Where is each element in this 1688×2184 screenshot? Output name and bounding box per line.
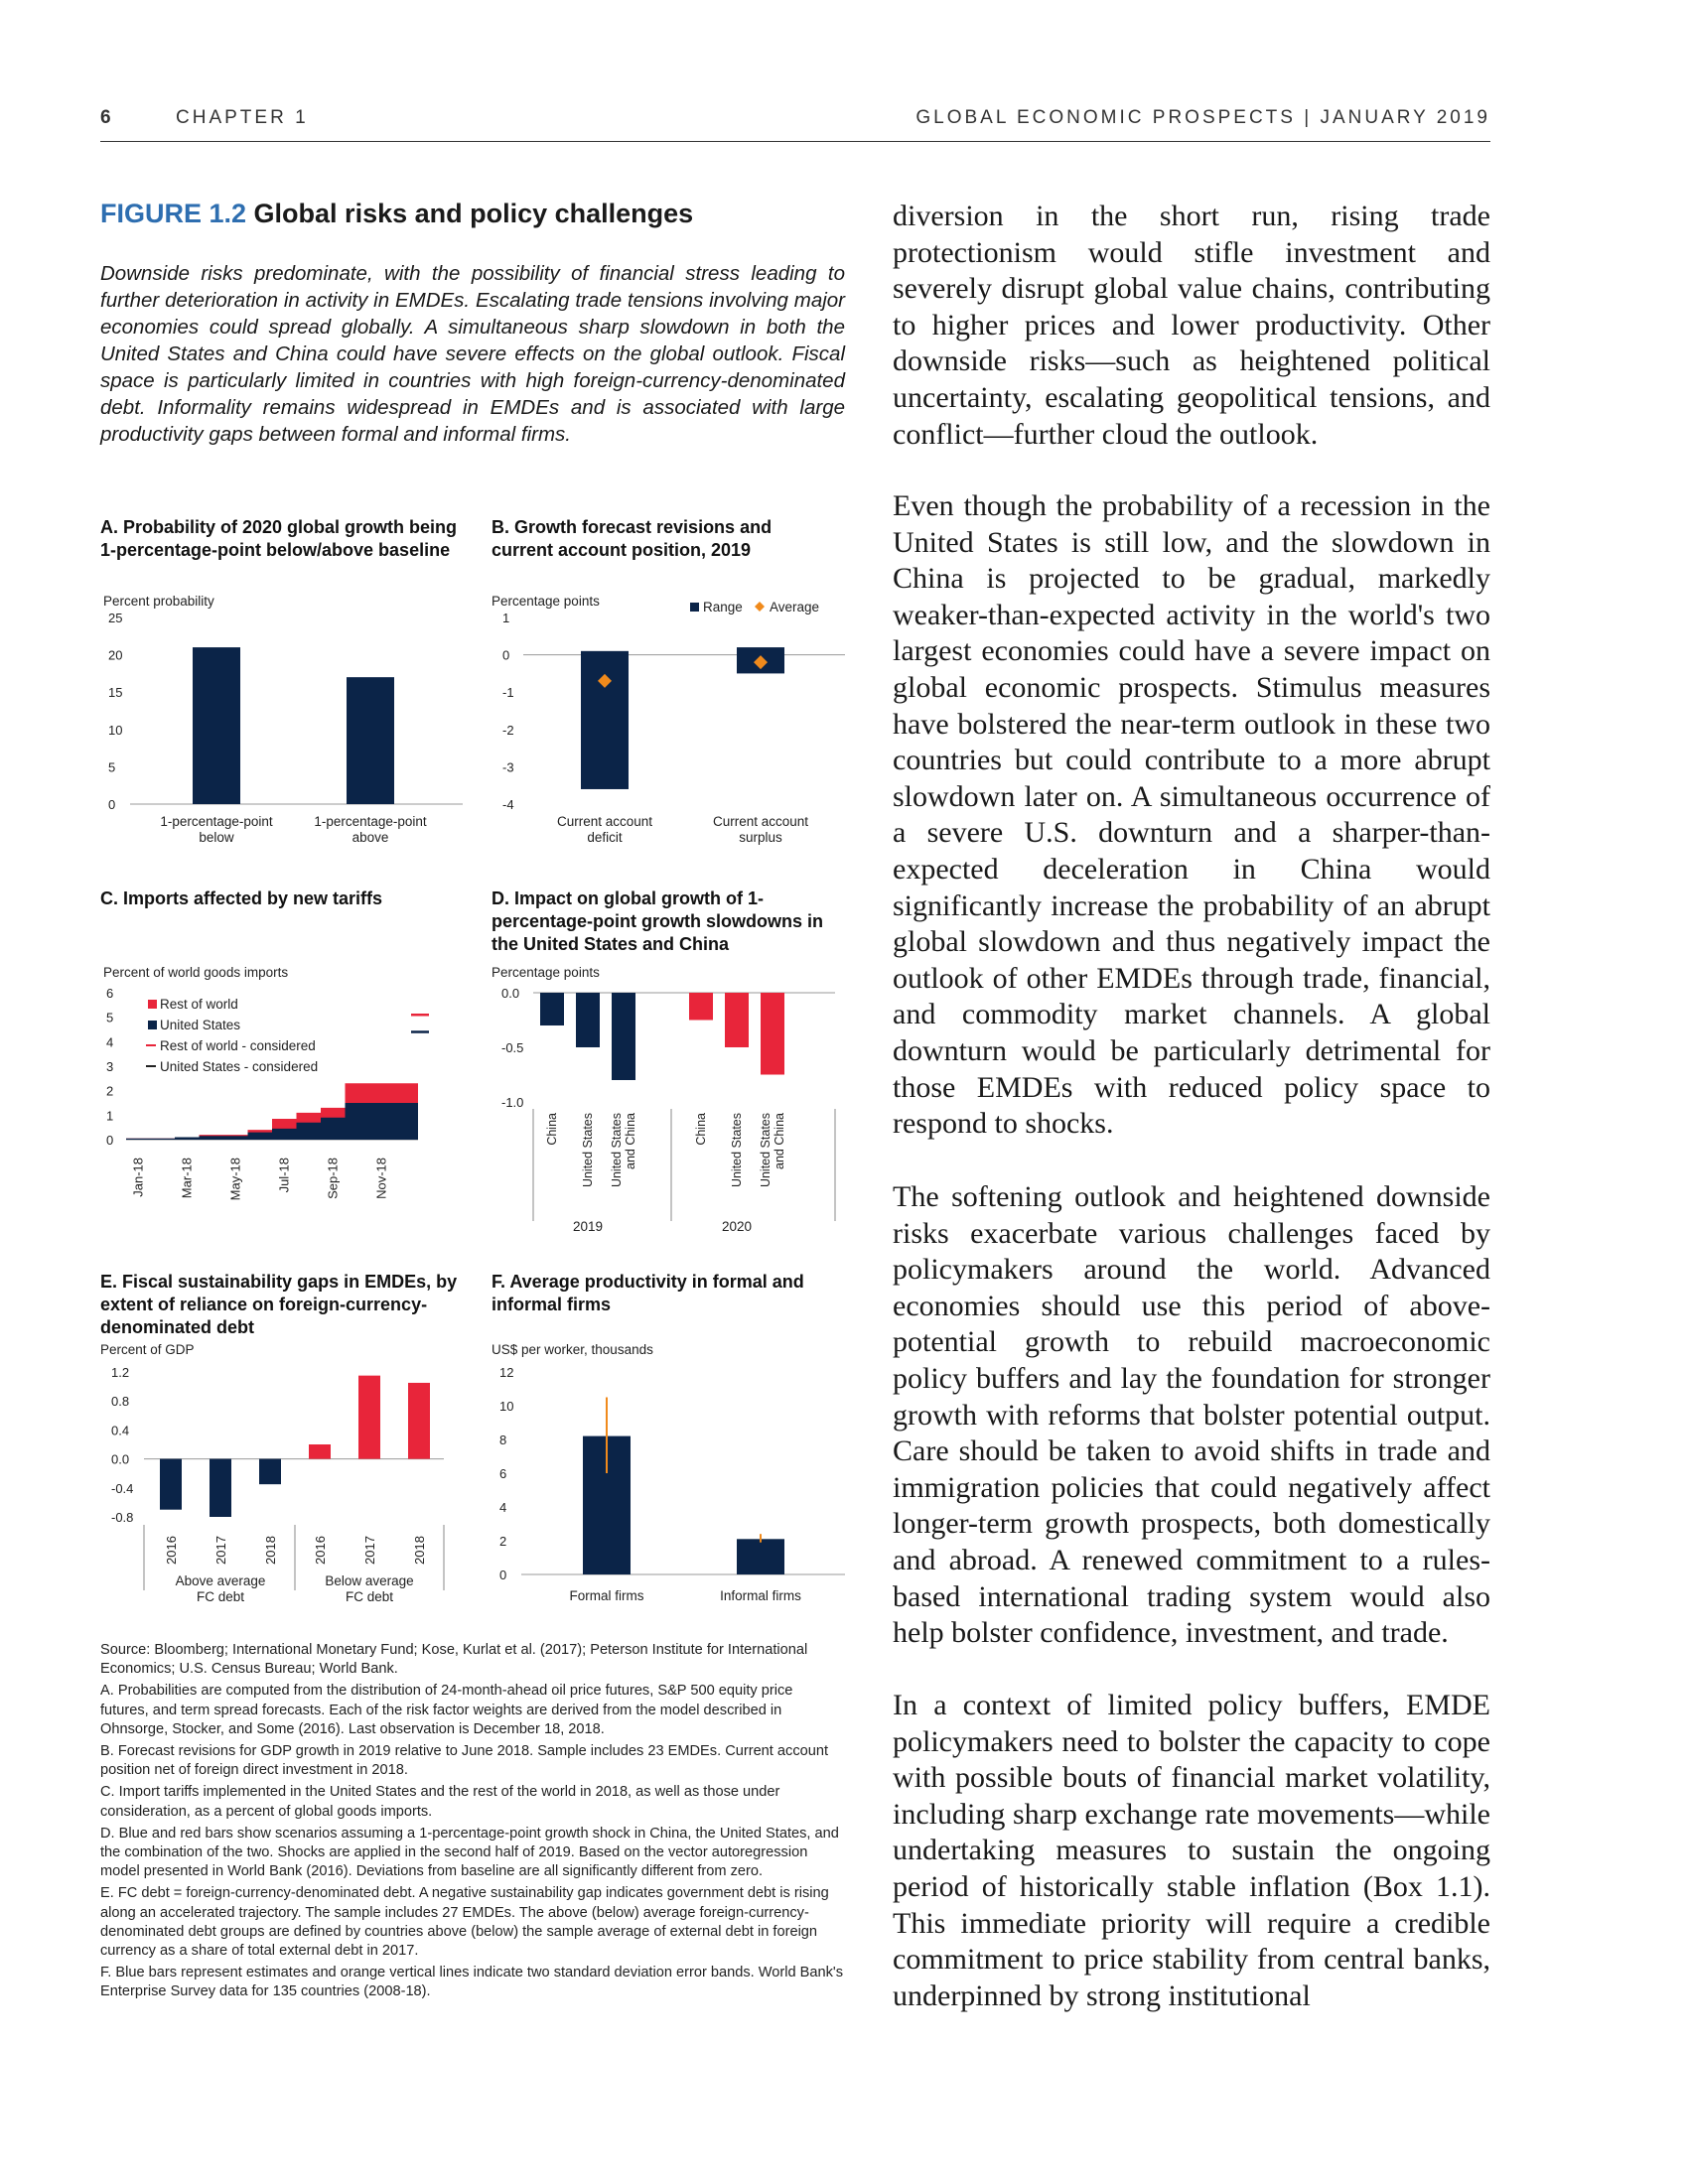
bar-2020-1 (725, 993, 749, 1047)
group-label: Above average (175, 1573, 266, 1588)
y-tick-label: -0.5 (501, 1040, 524, 1055)
x-tick-label: 2016 (313, 1536, 328, 1565)
y-tick-label: 0.4 (111, 1423, 130, 1438)
legend-swatch (148, 1021, 157, 1029)
panel-c-title: C. Imports affected by new tariffs (100, 888, 383, 908)
x-category-label: China (545, 1113, 559, 1146)
y-tick-label: 4 (499, 1500, 507, 1515)
y-axis-title: Percent probability (103, 594, 214, 609)
group-label: FC debt (196, 1589, 245, 1604)
y-tick-label: -4 (502, 797, 514, 812)
y-tick-label: -1.0 (501, 1095, 524, 1110)
x-category-label: Current account (556, 814, 653, 829)
chart-c (100, 963, 468, 1243)
note-source: Source: Bloomberg; International Monetary Fund; Kose, Kurlat et al. (2017); Peterson Institute for International Economics; U.S. Census Bureau; World Bank. (100, 1642, 808, 1678)
note-a: A. Probabilities are computed from the distribution of 24-month-ahead oil price futures, S&P 500 equity price futures, and term spread forecasts. Each of the risk factor weights are derived from the model described in Ohnsorge, Stocker, and Some (2016). Last observation is December 18, 2018. (100, 1683, 793, 1737)
x-category-label: and China (624, 1113, 637, 1169)
y-tick-label: 10 (108, 722, 123, 738)
chart-b (492, 592, 849, 880)
figure-notes (100, 1641, 845, 2005)
chart-a (100, 592, 468, 880)
y-tick-label: 5 (108, 759, 116, 775)
legend-label: Rest of world (160, 997, 238, 1012)
y-axis-title: Percentage points (492, 965, 600, 980)
panel-a-title: A. Probability of 2020 global growth being 1-percentage-point below/above baseline (100, 517, 458, 560)
y-tick-label: 8 (499, 1433, 507, 1447)
x-category-label: above (352, 830, 389, 845)
y-axis-title: Percent of GDP (100, 1342, 195, 1357)
y-tick-label: 6 (106, 986, 114, 1001)
range-bar (581, 651, 629, 789)
x-tick-label: 2017 (213, 1536, 228, 1565)
body-paragraph-4: In a context of limited policy buffers, EMDE policymakers need to bolster the capacity to cope with possible bouts of financial market volatility, including sharp exchange rate movements—while undertaking measures to sustain the ongoing period of historically stable inflation (Box 1.1). This immediate priority will require a credible commitment to price stability from central banks, underpinned by strong institutional (893, 1689, 1490, 2012)
x-category-label: Formal firms (569, 1588, 644, 1603)
note-f: F. Blue bars represent estimates and orange vertical lines indicate two standard deviation error bands. World Bank's Enterprise Survey data for 135 countries (2008-18). (100, 1965, 844, 2000)
y-tick-label: 1 (502, 611, 510, 625)
x-category-label: Informal firms (720, 1588, 801, 1603)
bar-below (193, 647, 240, 804)
x-category-label: 1-percentage-point (314, 814, 427, 829)
bar-2020-2 (761, 993, 784, 1075)
x-category-label: deficit (587, 830, 623, 845)
x-tick-label: Sep-18 (325, 1158, 341, 1199)
note-e: E. FC debt = foreign-currency-denominated debt. A negative sustainability gap indicates government debt is rising along an accelerated trajectory. The sample includes 27 EMDEs. The above (below) average foreign-currency-denominated debt groups are defined by countries above (below) the sample average of external debt in foreign currency as a share of total external debt in 2017. (100, 1885, 829, 1960)
bar-below-2017 (358, 1376, 380, 1459)
y-tick-label: -0.8 (111, 1510, 134, 1525)
y-tick-label: -3 (502, 759, 514, 775)
x-category-label: Current account (712, 814, 809, 829)
y-tick-label: 0 (499, 1568, 507, 1582)
y-tick-label: -2 (502, 722, 514, 738)
y-tick-label: 2 (106, 1083, 114, 1099)
bar-2020-0 (689, 993, 713, 1021)
body-paragraph-2: Even though the probability of a recession in the United States is still low, and the slowdown in China is projected to be gradual, markedly weaker-than-expected activity in the world's two largest economies could have a severe impact on global economic prospects. Stimulus measures have bolstered the near-term outlook in these two countries but could contribute to a more abrupt slowdown later on. A simultaneous occurrence of a severe U.S. downturn and a sharper-than-expected deceleration in China would significantly increase the probability of an abrupt global slowdown and thus negatively impact the outlook of other EMDEs through trade, financial, and commodity market channels. A global downturn would be particularly detrimental for those EMDEs with reduced policy space to respond to shocks. (893, 489, 1490, 1141)
bar-2019-0 (540, 993, 564, 1025)
panel-f-title: F. Average productivity in formal and informal firms (492, 1272, 804, 1314)
y-tick-label: -1 (502, 685, 514, 701)
bar-informal (737, 1539, 784, 1574)
y-tick-label: 0 (106, 1133, 114, 1148)
group-label: 2020 (721, 1219, 753, 1234)
y-tick-label: 15 (108, 685, 123, 701)
y-tick-label: 4 (106, 1034, 114, 1050)
group-label: 2019 (572, 1219, 604, 1234)
group-label: Below average (325, 1573, 414, 1588)
x-category-label: below (199, 830, 234, 845)
note-d: D. Blue and red bars show scenarios assuming a 1-percentage-point growth shock in China, the United States, and the combination of the two. Shocks are applied in the second half of 2019. Based on the vector autoregression model presented in World Bank (2016). Deviations from baseline are all significantly different from zero. (100, 1825, 839, 1880)
bar-above-2018 (259, 1459, 281, 1485)
group-label: FC debt (345, 1589, 394, 1604)
bar-2019-1 (576, 993, 600, 1047)
figure-title-text: Global risks and policy challenges (246, 199, 694, 228)
x-category-label: 1-percentage-point (160, 814, 273, 829)
legend-average-label: Average (770, 600, 820, 614)
y-axis-title: US$ per worker, thousands (492, 1342, 653, 1357)
y-axis-title: Percentage points (492, 594, 600, 609)
header-rule (100, 141, 1490, 142)
y-tick-label: 1 (106, 1108, 114, 1124)
y-tick-label: 12 (499, 1365, 514, 1380)
bar-above-2016 (160, 1459, 182, 1510)
y-tick-label: 0.0 (501, 986, 520, 1001)
x-category-label: United States (730, 1113, 744, 1188)
figure-number: FIGURE 1.2 (100, 199, 247, 228)
x-tick-label: Mar-18 (179, 1158, 195, 1199)
bar-below-2018 (408, 1383, 430, 1459)
y-axis-title: Percent of world goods imports (103, 965, 289, 980)
body-paragraph-3: The softening outlook and heightened downside risks exacerbate various challenges faced by policymakers around the world. Advanced economies should use this period of above-potential growth to rebuild macroeconomic policy buffers and lay the foundation for stronger growth with reforms that bolster potential output. Care should be taken to avoid shifts in trade and immigration policies that could negatively affect longer-term growth prospects, both domestically and abroad. A renewed commitment to a rules-based international trading system would also help bolster confidence, investment, and trade. (893, 1180, 1490, 1650)
legend-average-swatch (755, 602, 765, 612)
x-category-label: United States (759, 1113, 773, 1188)
legend-range-label: Range (703, 600, 743, 614)
legend-swatch (148, 1000, 157, 1009)
body-paragraph-1: diversion in the short run, rising trade protectionism would stifle investment and severely disrupt global value chains, contributing to higher prices and lower productivity. Other downside risks—such as heightened political uncertainty, escalating geopolitical tensions, and conflict—further cloud the outlook. (893, 200, 1490, 451)
panel-b-title: B. Growth forecast revisions and current account position, 2019 (492, 517, 773, 560)
figure-lead: Downside risks predominate, with the possibility of financial stress leading to further deterioration in activity in EMDEs. Escalating trade tensions involving major economies could spread globally. A simultaneous sharp slowdown in both the United States and China could have severe effects on the global outlook. Fiscal space is particularly limited in countries with high foreign-currency-denominated debt. Informality remains widespread in EMDEs and is associated with large productivity gaps between formal and informal firms. (100, 262, 845, 446)
y-tick-label: 25 (108, 611, 123, 625)
legend-label: Rest of world - considered (160, 1038, 316, 1053)
panel-d-title: D. Impact on global growth of 1-percentage-point growth slowdowns in the United States and China (492, 888, 824, 954)
y-tick-label: 2 (499, 1534, 507, 1549)
x-tick-label: 2016 (164, 1536, 179, 1565)
x-tick-label: 2018 (412, 1536, 427, 1565)
bar-below-2016 (309, 1444, 331, 1459)
x-tick-label: Jan-18 (130, 1158, 146, 1197)
note-b: B. Forecast revisions for GDP growth in 2019 relative to June 2018. Sample includes 23 EMDEs. Current account position net of foreign direct investment in 2018. (100, 1743, 829, 1779)
x-tick-label: May-18 (227, 1158, 243, 1201)
chart-f (492, 1340, 849, 1620)
x-tick-label: Jul-18 (276, 1158, 292, 1193)
x-category-label: China (694, 1113, 708, 1146)
y-tick-label: 0.8 (111, 1394, 130, 1410)
x-tick-label: 2018 (263, 1536, 278, 1565)
y-tick-label: 20 (108, 647, 123, 663)
y-tick-label: 6 (499, 1466, 507, 1481)
chart-d (492, 963, 849, 1243)
panel-e-title: E. Fiscal sustainability gaps in EMDEs, by extent of reliance on foreign-currency-denominated debt (100, 1272, 458, 1337)
legend-label: United States - considered (160, 1059, 319, 1074)
y-tick-label: 3 (106, 1059, 114, 1074)
x-tick-label: Nov-18 (373, 1158, 389, 1199)
legend-label: United States (160, 1018, 241, 1032)
y-tick-label: 1.2 (111, 1365, 130, 1380)
y-tick-label: -0.4 (111, 1480, 134, 1496)
y-tick-label: 5 (106, 1010, 114, 1025)
x-category-label: United States (610, 1113, 624, 1188)
legend-range-swatch (690, 603, 699, 612)
y-tick-label: 0 (108, 797, 116, 812)
bar-2019-2 (612, 993, 635, 1080)
y-tick-label: 0 (502, 647, 510, 663)
figure-title (100, 199, 855, 229)
y-tick-label: 0.0 (111, 1451, 130, 1467)
note-c: C. Import tariffs implemented in the United States and the rest of the world in 2018, as well as those under consideration, as a percent of global goods imports. (100, 1784, 780, 1820)
chart-e (100, 1340, 468, 1620)
x-category-label: United States (581, 1113, 595, 1188)
x-category-label: and China (773, 1113, 786, 1169)
page-number: 6 (100, 107, 111, 128)
bar-above (347, 677, 394, 804)
bar-above-2017 (210, 1459, 231, 1517)
y-tick-label: 10 (499, 1399, 514, 1414)
chapter-label: CHAPTER 1 (176, 107, 309, 128)
x-category-label: surplus (739, 830, 782, 845)
x-tick-label: 2017 (362, 1536, 377, 1565)
publication-title: GLOBAL ECONOMIC PROSPECTS | JANUARY 2019 (915, 107, 1490, 128)
